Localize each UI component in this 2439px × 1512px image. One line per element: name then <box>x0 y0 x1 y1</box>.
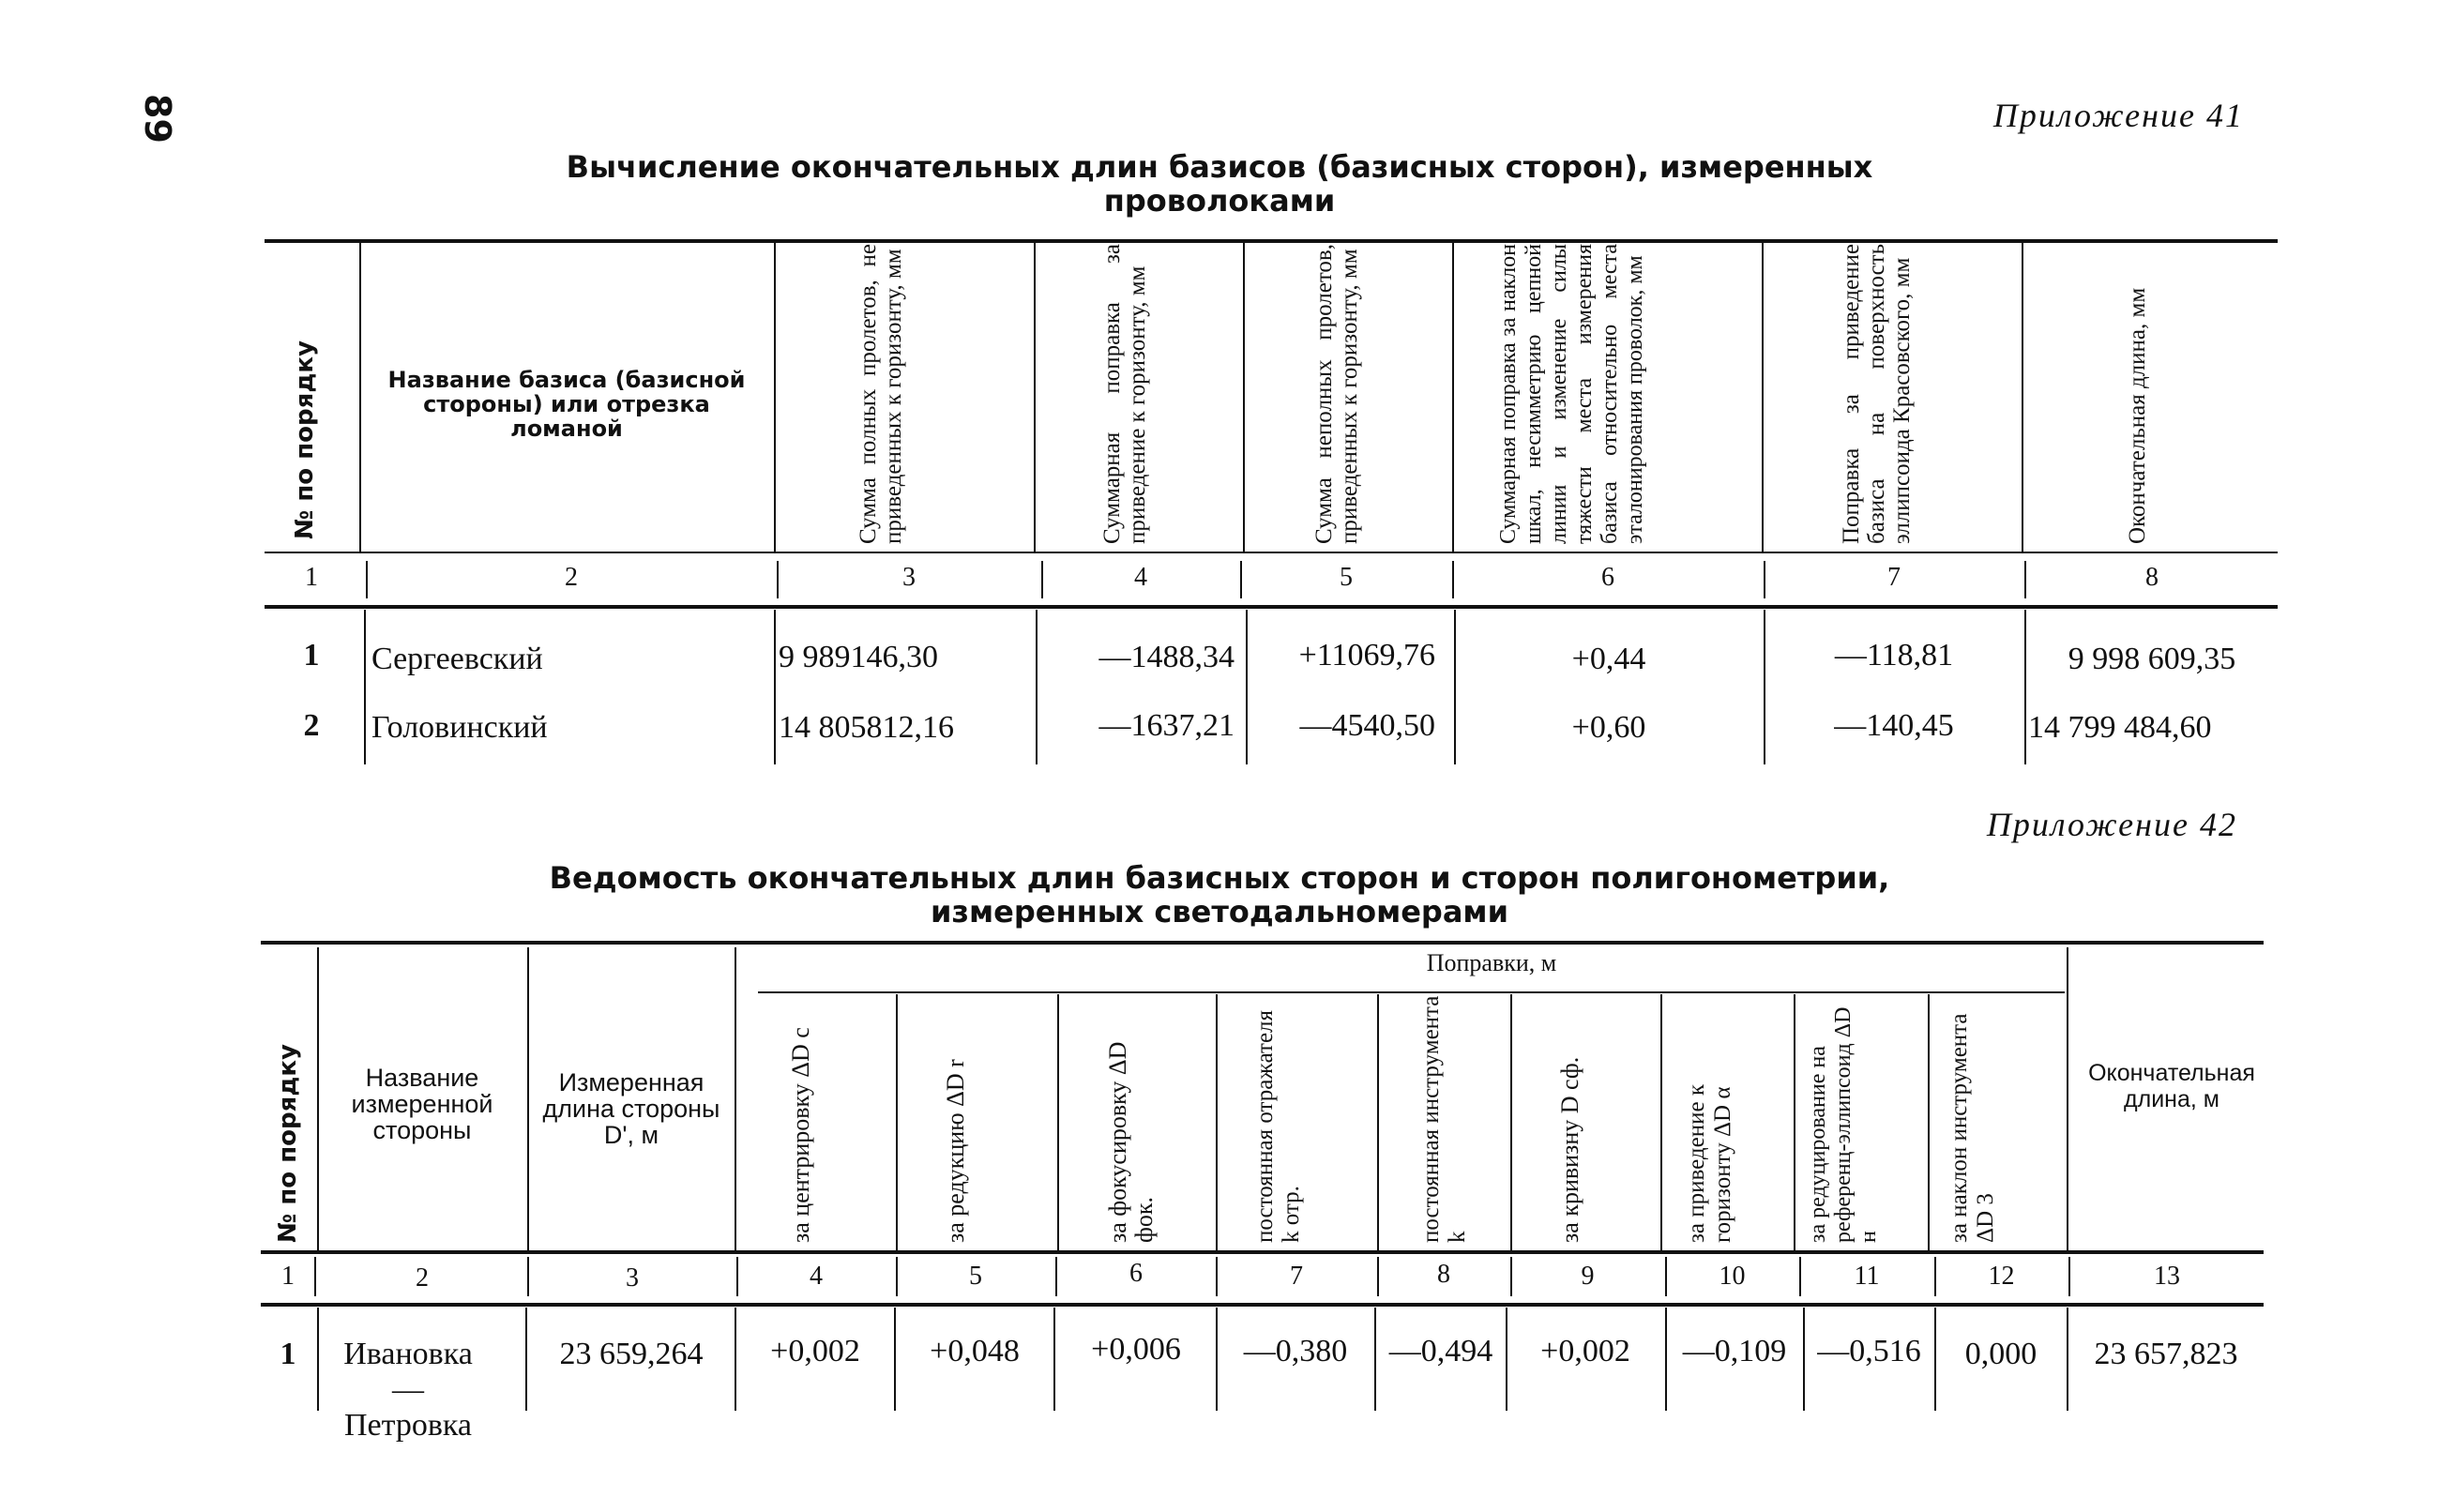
table-42-colnum-13: 13 <box>2154 1262 2180 1291</box>
table-42-vline <box>1216 994 1218 1250</box>
table-41-colnum-1: 1 <box>305 563 318 592</box>
table-42-cell: —0,109 <box>1682 1334 1787 1368</box>
appendix-41-title-line1: Вычисление окончательных длин базисов (базисных сторон), измеренных <box>566 149 1873 185</box>
table-42-cell: +0,002 <box>1540 1334 1630 1368</box>
table-41-header-4: Суммарная поправка за приведение к горизонту, мм <box>1099 244 1150 544</box>
table-42-colnum-11: 11 <box>1854 1262 1880 1291</box>
table-41-header-rule <box>265 552 2278 553</box>
table-42-cell: 23 659,264 <box>559 1337 704 1371</box>
table-41-cell: Головинский <box>371 710 548 745</box>
table-42-vline <box>1374 1308 1376 1411</box>
table-41-cell: 14 805812,16 <box>779 710 954 745</box>
table-41-vline <box>364 610 366 764</box>
table-42-header-rule <box>261 1250 2264 1254</box>
table-41-vline <box>774 610 776 764</box>
table-41-header-7: Поправка за приведение базиса на поверхность эллипсоида Красовского, мм <box>1839 244 1915 544</box>
table-41-vline <box>1243 242 1245 552</box>
table-42-header-10: за приведение к горизонту ΔD α <box>1684 1084 1735 1243</box>
table-41-vline <box>1034 242 1036 552</box>
appendix-41-label: Приложение 41 <box>1992 97 2244 134</box>
table-42-vline <box>527 947 529 1250</box>
table-42-colnum-12: 12 <box>1988 1262 2015 1291</box>
table-42-vline <box>1660 994 1662 1250</box>
table-41-cell: Сергеевский <box>371 642 543 676</box>
table-42-cell: +0,048 <box>930 1334 1020 1368</box>
table-41-cell: 2 <box>303 708 320 743</box>
table-41-vline <box>359 242 361 552</box>
table-42-group-header: Поправки, м <box>1426 949 1557 976</box>
table-41-header-1: № по порядку <box>291 340 319 539</box>
table-41-header-3: Сумма полных пролетов, не приведенных к горизонту, мм <box>856 244 906 544</box>
appendix-42-title-line2: измеренных светодальномерами <box>930 894 1508 930</box>
table-41-vline <box>774 242 776 552</box>
table-42-vline <box>1510 994 1512 1250</box>
table-42-header-4: за центрировку ΔD c <box>787 1027 814 1243</box>
table-42-vline <box>317 947 319 1250</box>
table-42-vline <box>1377 994 1379 1250</box>
table-42-vline <box>735 947 736 1250</box>
table-41-cell: —118,81 <box>1834 638 1954 673</box>
table-42-header-8: постоянная инструмента k <box>1418 995 1470 1243</box>
table-42-header-6: за фокусировку ΔD фок. <box>1104 1041 1158 1243</box>
table-42-colnum-5: 5 <box>969 1262 982 1291</box>
page-number: 89 <box>137 94 178 144</box>
table-41-colnum-6: 6 <box>1601 563 1614 592</box>
table-42-header-9: за кривизну D сф. <box>1556 1056 1583 1243</box>
table-42-colnum-6: 6 <box>1129 1259 1143 1288</box>
table-42-colnum-3: 3 <box>626 1263 639 1293</box>
table-42-header-12: за наклон инструмента ΔD 3 <box>1947 1013 1998 1243</box>
table-42-vline <box>896 994 898 1250</box>
table-42-vline <box>314 1257 316 1296</box>
table-42-header-1: № по порядку <box>274 1044 302 1243</box>
table-41-cell: 9 989146,30 <box>779 640 938 674</box>
table-42-vline <box>1928 994 1930 1250</box>
table-41-cell: +0,44 <box>1571 642 1646 676</box>
table-41-colnum-8: 8 <box>2145 563 2159 592</box>
table-41-colnum-2: 2 <box>565 563 578 592</box>
table-42-colnum-10: 10 <box>1719 1262 1746 1291</box>
table-42-cell: +0,002 <box>770 1334 860 1368</box>
appendix-41-title-line2: проволоками <box>1103 183 1336 219</box>
table-41-cell: —140,45 <box>1834 708 1954 743</box>
table-41-cell: —1488,34 <box>1098 640 1235 674</box>
table-42-vline <box>735 1308 736 1411</box>
table-41-cell: —1637,21 <box>1098 708 1235 743</box>
table-41-header-8: Окончательная длина, мм <box>2125 287 2150 544</box>
table-42-colnum-4: 4 <box>810 1262 823 1291</box>
table-42-vline <box>2067 947 2068 1250</box>
table-41-vline <box>2024 610 2026 764</box>
table-42-cell: 0,000 <box>1964 1337 2038 1371</box>
table-42-vline <box>1053 1308 1055 1411</box>
table-42-group-rule <box>758 991 2065 993</box>
table-42-vline <box>525 1308 527 1411</box>
table-41-colnum-7: 7 <box>1887 563 1901 592</box>
table-42-header-13: Окончательная длина, м <box>2088 1060 2255 1112</box>
table-42-header-3: Измеренная длина стороны D', м <box>542 1068 720 1149</box>
table-42-header-7: постоянная отражателя k отр. <box>1252 1009 1304 1243</box>
table-41-number-rule <box>265 605 2278 609</box>
table-42-header-2: Название измеренной стороны <box>351 1064 493 1144</box>
table-42-header-5: за редукцию ΔD r <box>942 1059 969 1243</box>
table-41-vline <box>1452 242 1454 552</box>
table-42-vline <box>1794 994 1795 1250</box>
table-41-vline <box>2022 242 2023 552</box>
table-41-vline <box>1762 242 1764 552</box>
table-41-cell: +11069,76 <box>1298 638 1435 673</box>
table-42-colnum-1: 1 <box>281 1262 295 1291</box>
table-42-vline <box>317 1308 319 1411</box>
table-42-cell: Ивановка—Петровка <box>343 1337 473 1443</box>
table-41-cell: 1 <box>303 638 320 673</box>
table-41-colnum-5: 5 <box>1340 563 1353 592</box>
table-41-cell: 9 998 609,35 <box>2068 642 2236 676</box>
table-42-cell: 23 657,823 <box>2094 1337 2238 1371</box>
table-42-cell: 1 <box>280 1337 296 1371</box>
appendix-42-label: Приложение 42 <box>1986 806 2237 843</box>
table-41-header-5: Сумма неполных пролетов, приведенных к горизонту, мм <box>1311 244 1362 544</box>
table-42-cell: —0,380 <box>1243 1334 1348 1368</box>
table-42-top-rule <box>261 941 2264 945</box>
table-42-colnum-8: 8 <box>1437 1260 1450 1289</box>
table-41-cell: 14 799 484,60 <box>2028 710 2212 745</box>
table-41-header-6: Суммарная поправка за наклон шкал, несимметрию цепной линии и изменение силы тяжести места измерения базиса относительно места эталонирования проволок, мм <box>1496 244 1647 544</box>
table-42-vline <box>1057 994 1059 1250</box>
table-41-top-rule <box>265 239 2278 243</box>
table-42-cell: —0,494 <box>1388 1334 1493 1368</box>
table-41-cell: +0,60 <box>1571 710 1646 745</box>
table-42-colnum-7: 7 <box>1290 1262 1303 1291</box>
table-41-colnum-4: 4 <box>1134 563 1147 592</box>
table-42-vline <box>894 1308 896 1411</box>
table-41-colnum-3: 3 <box>902 563 916 592</box>
table-41-cell: —4540,50 <box>1299 708 1435 743</box>
table-42-header-11: за редуцирование на референц-эллипсоид ΔD н <box>1806 1006 1881 1243</box>
table-41-header-2: Название базиса (базисной стороны) или отрезка ломаной <box>387 367 746 442</box>
table-42-cell: +0,006 <box>1091 1332 1181 1367</box>
table-42-number-rule <box>261 1303 2264 1307</box>
table-42-cell: —0,516 <box>1817 1334 1921 1368</box>
table-42-colnum-9: 9 <box>1581 1262 1595 1291</box>
table-42-colnum-2: 2 <box>416 1263 429 1293</box>
appendix-42-title-line1: Ведомость окончательных длин базисных сторон и сторон полигонометрии, <box>549 860 1890 896</box>
